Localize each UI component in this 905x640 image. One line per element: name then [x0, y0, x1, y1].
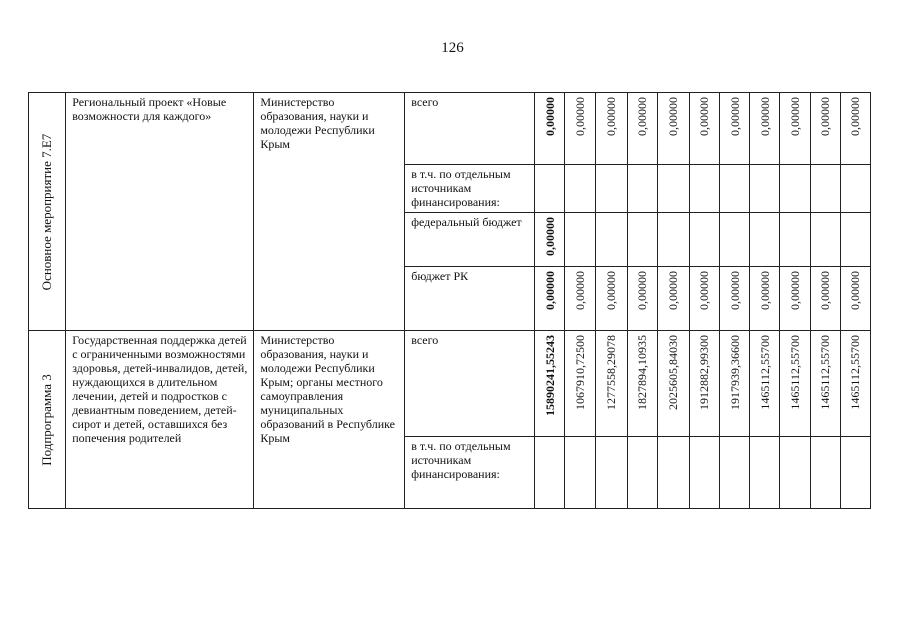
amount-cell: [780, 331, 810, 437]
amount-cell: [810, 331, 840, 437]
funding-source: в т.ч. по отдельным источникам финансирования:: [405, 165, 535, 213]
amount-cell: [780, 437, 810, 509]
amount-cell: [720, 267, 750, 331]
amount-cell: [596, 267, 627, 331]
funding-source: бюджет РК: [405, 267, 535, 331]
amount-year: 1465112,55700: [787, 335, 802, 410]
amount-cell: [720, 213, 750, 267]
amount-year: 0,00000: [848, 271, 863, 310]
amount-cell: [627, 331, 657, 437]
amount-cell: [534, 437, 564, 509]
amount-cell: [689, 165, 719, 213]
amount-cell: [596, 213, 627, 267]
amount-cell: [627, 213, 657, 267]
funding-source: всего: [405, 331, 535, 437]
page-number: 126: [441, 40, 464, 56]
amount-year: 0,00000: [666, 271, 681, 310]
amount-cell: [720, 331, 750, 437]
amount-year: 0,00000: [757, 271, 772, 310]
amount-year: 0,00000: [573, 271, 588, 310]
amount-cell: [840, 331, 870, 437]
amount-year: 2025605,84030: [666, 335, 681, 410]
amount-cell: [750, 213, 780, 267]
amount-cell: [657, 93, 689, 165]
block-label: Подпрограмма 3: [39, 373, 55, 466]
amount-year: 0,00000: [848, 97, 863, 136]
amount-cell: [534, 93, 564, 165]
amount-cell: [534, 267, 564, 331]
amount-cell: [780, 267, 810, 331]
amount-cell: [750, 331, 780, 437]
amount-year: 1465112,55700: [818, 335, 833, 410]
amount-cell: [810, 267, 840, 331]
funding-source: федеральный бюджет: [405, 213, 535, 267]
amount-cell: [534, 213, 564, 267]
amount-cell: [810, 213, 840, 267]
amount-cell: [689, 267, 719, 331]
amount-cell: [596, 437, 627, 509]
amount-cell: [627, 437, 657, 509]
amount-total: 15890241,55243: [542, 335, 557, 416]
amount-total: 0,00000: [542, 217, 557, 256]
amount-cell: [565, 437, 596, 509]
amount-cell: [565, 165, 596, 213]
amount-cell: [627, 165, 657, 213]
amount-year: 0,00000: [818, 271, 833, 310]
amount-cell: [565, 93, 596, 165]
block-executor: Министерство образования, науки и молодежи Республики Крым: [254, 93, 405, 331]
amount-year: 0,00000: [757, 97, 772, 136]
amount-cell: [565, 331, 596, 437]
amount-year: 0,00000: [635, 271, 650, 310]
amount-cell: [750, 437, 780, 509]
amount-cell: [627, 93, 657, 165]
amount-cell: [657, 437, 689, 509]
table-row: [29, 331, 871, 437]
block-executor: Министерство образования, науки и молодежи Республики Крым; органы местного самоуправления муниципальных образований в Республике Крым: [254, 331, 405, 509]
amount-year: 0,00000: [818, 97, 833, 136]
funding-source: в т.ч. по отдельным источникам финансирования:: [405, 437, 535, 509]
amount-cell: [720, 93, 750, 165]
block-name: Региональный проект «Новые возможности для каждого»: [66, 93, 254, 331]
amount-cell: [657, 165, 689, 213]
amount-year: 0,00000: [727, 97, 742, 136]
amount-year: 1465112,55700: [848, 335, 863, 410]
amount-cell: [596, 331, 627, 437]
amount-cell: [689, 93, 719, 165]
amount-cell: [840, 93, 870, 165]
block-label-cell: [29, 93, 66, 331]
amount-cell: [840, 437, 870, 509]
amount-cell: [780, 165, 810, 213]
amount-total: 0,00000: [542, 97, 557, 136]
amount-cell: [810, 165, 840, 213]
financing-table: [28, 92, 871, 509]
amount-cell: [596, 165, 627, 213]
amount-year: 0,00000: [635, 97, 650, 136]
amount-cell: [657, 267, 689, 331]
amount-year: 0,00000: [604, 97, 619, 136]
amount-cell: [750, 165, 780, 213]
amount-cell: [565, 213, 596, 267]
amount-cell: [780, 213, 810, 267]
amount-cell: [780, 93, 810, 165]
amount-cell: [689, 437, 719, 509]
amount-year: 0,00000: [787, 97, 802, 136]
amount-cell: [689, 213, 719, 267]
amount-cell: [534, 331, 564, 437]
funding-source: всего: [405, 93, 535, 165]
table-row: [29, 93, 871, 165]
amount-year: 0,00000: [697, 97, 712, 136]
amount-cell: [657, 331, 689, 437]
amount-year: 1917939,36600: [727, 335, 742, 410]
amount-cell: [840, 213, 870, 267]
amount-cell: [534, 165, 564, 213]
amount-year: 1067910,72500: [573, 335, 588, 410]
amount-cell: [810, 437, 840, 509]
amount-year: 0,00000: [573, 97, 588, 136]
amount-cell: [750, 267, 780, 331]
amount-cell: [627, 267, 657, 331]
amount-year: 1827894,10935: [635, 335, 650, 410]
amount-cell: [689, 331, 719, 437]
amount-cell: [657, 213, 689, 267]
amount-cell: [565, 267, 596, 331]
block-label-cell: [29, 331, 66, 509]
amount-cell: [810, 93, 840, 165]
amount-cell: [720, 165, 750, 213]
amount-year: 1912882,99300: [697, 335, 712, 410]
amount-cell: [720, 437, 750, 509]
amount-year: 1465112,55700: [757, 335, 772, 410]
amount-year: 0,00000: [604, 271, 619, 310]
amount-cell: [840, 267, 870, 331]
amount-total: 0,00000: [542, 271, 557, 310]
amount-year: 1277558,29078: [604, 335, 619, 410]
amount-year: 0,00000: [787, 271, 802, 310]
amount-cell: [750, 93, 780, 165]
block-name: Государственная поддержка детей с ограниченными возможностями здоровья, детей-инвалидов, детей, нуждающихся в длительном лечении, детей и подростков с девиантным поведением, детей-сирот и детей, оставшихся без попечения родителей: [66, 331, 254, 509]
amount-year: 0,00000: [727, 271, 742, 310]
amount-cell: [596, 93, 627, 165]
amount-year: 0,00000: [666, 97, 681, 136]
amount-cell: [840, 165, 870, 213]
block-label: Основное мероприятие 7.Е7: [39, 133, 55, 290]
amount-year: 0,00000: [697, 271, 712, 310]
